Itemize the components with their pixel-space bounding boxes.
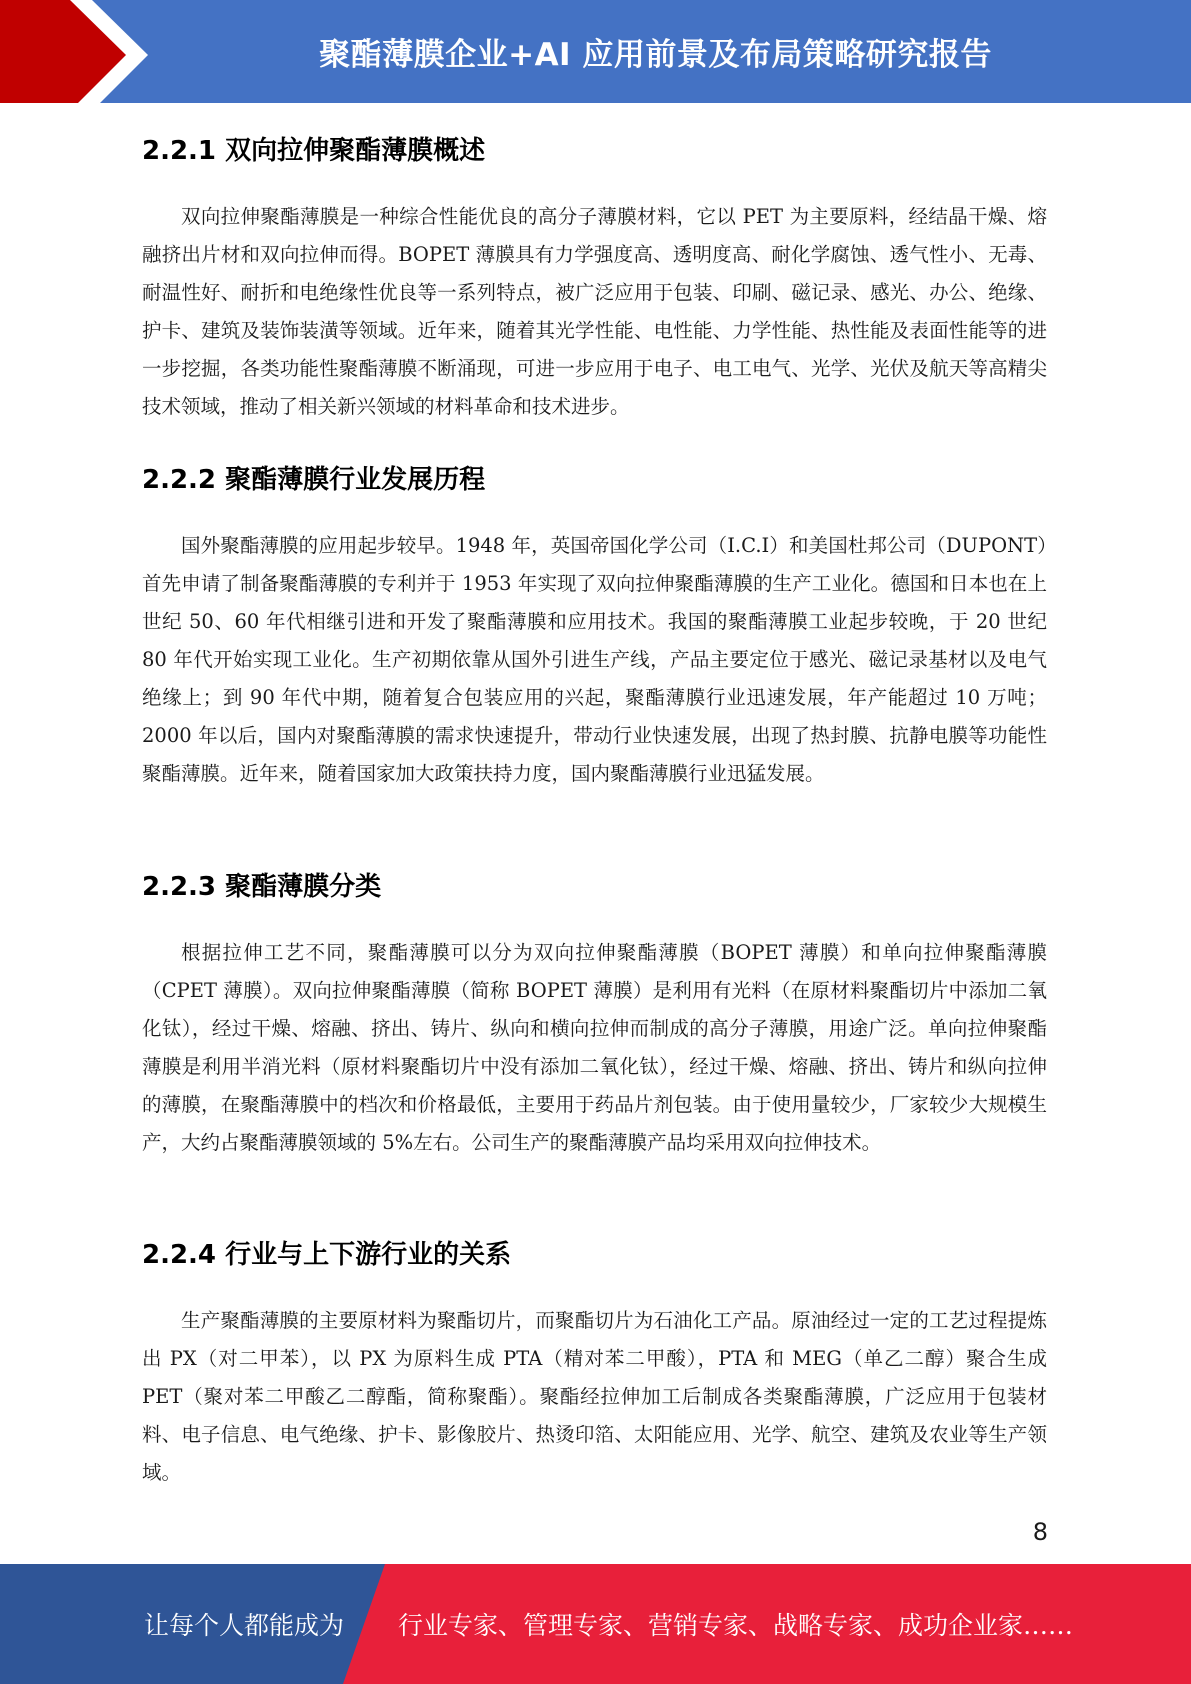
header-band [0, 0, 1191, 111]
section-paragraph: 国外聚酯薄膜的应用起步较早。1948 年，英国帝国化学公司（I.C.I）和美国杜邦公司（DUPONT）首先申请了制备聚酯薄膜的专利并于 1953 年实现了双向拉伸聚酯薄膜的生产工业化。德国和日本也在上世纪 50、60 年代相继引进和开发了聚酯薄膜和应用技术。我国的聚酯薄膜工业起步较晚，于 20 世纪 80 年代开始实现工业化。生产初期依靠从国外引进生产线，产品主要定位于感光、磁记录基材以及电气绝缘上；到 90 年代中期，随着复合包装应用的兴起，聚酯薄膜行业迅速发展，年产能超过 10 万吨；2000 年以后，国内对聚酯薄膜的需求快速提升，带动行业快速发展，出现了热封膜、抗静电膜等功能性聚酯薄膜。近年来，随着国家加大政策扶持力度，国内聚酯薄膜行业迅猛发展。 [142, 534, 1047, 785]
footer-slogan-left: 让每个人都能成为 [144, 1611, 345, 1640]
section-paragraph: 双向拉伸聚酯薄膜是一种综合性能优良的高分子薄膜材料，它以 PET 为主要原料，经结晶干燥、熔融挤出片材和双向拉伸而得。BOPET 薄膜具有力学强度高、透明度高、耐化学腐蚀、透气性小、无毒、耐温性好、耐折和电绝缘性优良等一系列特点，被广泛应用于包装、印刷、磁记录、感光、办公、绝缘、护卡、建筑及装饰装潢等领域。近年来，随着其光学性能、电性能、力学性能、热性能及表面性能等的进一步挖掘，各类功能性聚酯薄膜不断涌现，可进一步应用于电子、电工电气、光学、光伏及航天等高精尖技术领域，推动了相关新兴领域的材料革命和技术进步。 [142, 205, 1047, 418]
section-2-2-3 [142, 854, 1047, 1162]
page-number: 8 [1032, 1518, 1048, 1546]
footer-slogan-right: 行业专家、管理专家、营销专家、战略专家、成功企业家…… [398, 1611, 1074, 1640]
section-heading: 2.2.3 聚酯薄膜分类 [142, 872, 382, 902]
footer-band [0, 1564, 1191, 1684]
section-2-2-2 [142, 447, 1047, 793]
section-heading: 2.2.1 双向拉伸聚酯薄膜概述 [142, 136, 486, 166]
report-title: 聚酯薄膜企业+AI 应用前景及布局策略研究报告 [319, 37, 992, 73]
section-heading: 2.2.4 行业与上下游行业的关系 [142, 1240, 512, 1270]
section-heading: 2.2.2 聚酯薄膜行业发展历程 [142, 465, 486, 495]
section-2-2-1 [142, 118, 1047, 426]
section-2-2-4 [142, 1222, 1047, 1492]
section-paragraph: 根据拉伸工艺不同，聚酯薄膜可以分为双向拉伸聚酯薄膜（BOPET 薄膜）和单向拉伸聚酯薄膜（CPET 薄膜）。双向拉伸聚酯薄膜（简称 BOPET 薄膜）是利用有光料（在原材料聚酯切片中添加二氧化钛），经过干燥、熔融、挤出、铸片、纵向和横向拉伸而制成的高分子薄膜，用途广泛。单向拉伸聚酯薄膜是利用半消光料（原材料聚酯切片中没有添加二氧化钛），经过干燥、熔融、挤出、铸片和纵向拉伸的薄膜，在聚酯薄膜中的档次和价格最低，主要用于药品片剂包装。由于使用量较少，厂家较少大规模生产，大约占聚酯薄膜领域的 5%左右。公司生产的聚酯薄膜产品均采用双向拉伸技术。 [142, 941, 1047, 1154]
section-paragraph: 生产聚酯薄膜的主要原材料为聚酯切片，而聚酯切片为石油化工产品。原油经过一定的工艺过程提炼出 PX（对二甲苯），以 PX 为原料生成 PTA（精对苯二甲酸），PTA 和 MEG（单乙二醇）聚合生成 PET（聚对苯二甲酸乙二醇酯，简称聚酯）。聚酯经拉伸加工后制成各类聚酯薄膜，广泛应用于包装材料、电子信息、电气绝缘、护卡、影像胶片、热烫印箔、太阳能应用、光学、航空、建筑及农业等生产领域。 [142, 1309, 1047, 1484]
